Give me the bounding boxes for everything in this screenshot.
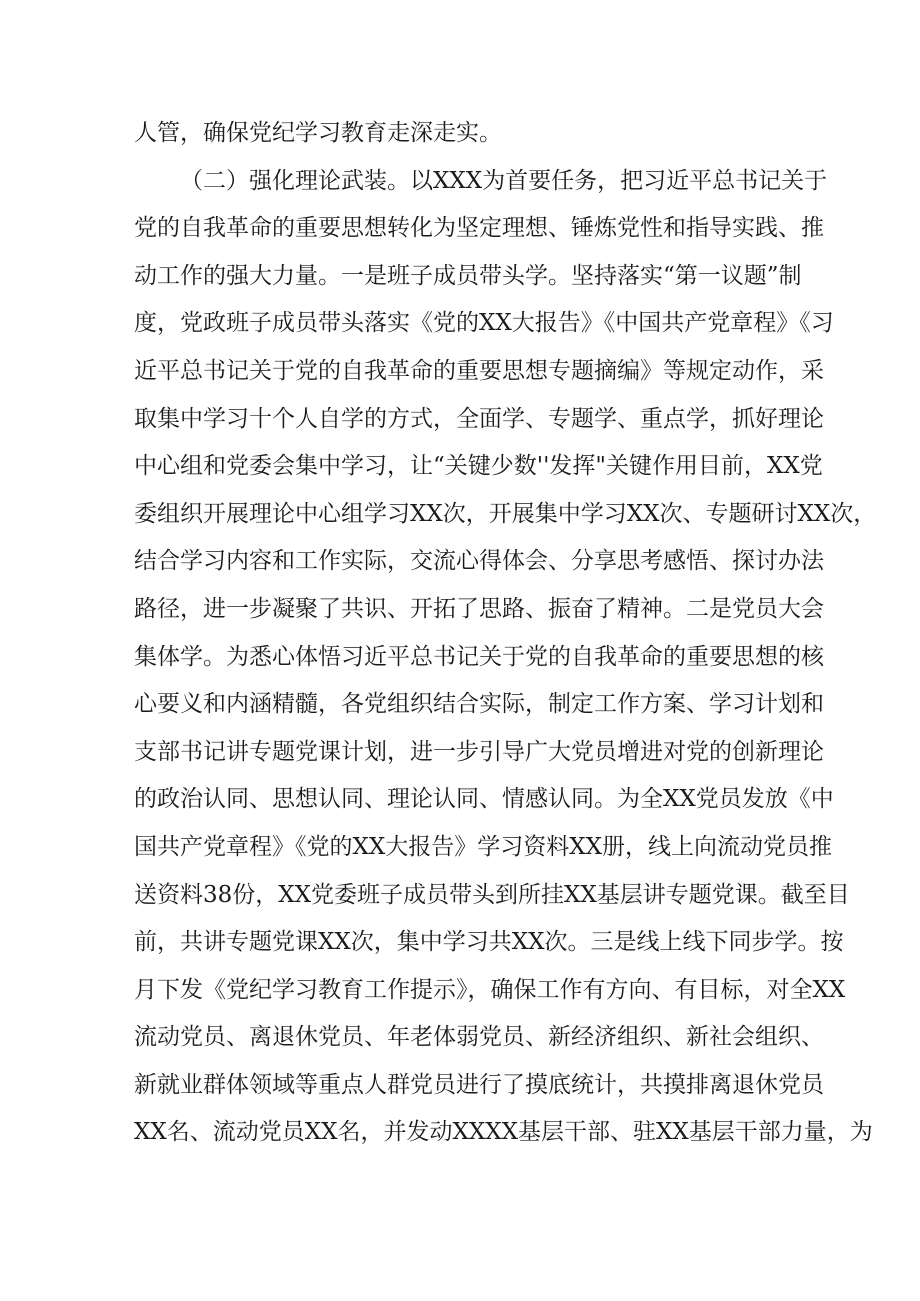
- text-line: 党的自我革命的重要思想转化为坚定理想、锤炼党性和指导实践、推: [134, 215, 824, 242]
- text-line: 国共产党章程》《党的XX大报告》学习资料XX册，线上向流动党员推: [134, 833, 832, 860]
- text-line: 路径，进一步凝聚了共识、开拓了思路、振奋了精神。二是党员大会: [134, 595, 824, 622]
- text-line: 前，共讲专题党课XX次，集中学习共XX次。三是线上线下同步学。按: [134, 929, 844, 956]
- text-line: 度，党政班子成员带头落实《党的XX大报告》《中国共产党章程》《习: [134, 310, 834, 337]
- text-line: 心要义和内涵精髓，各党组织结合实际，制定工作方案、学习计划和: [134, 691, 824, 718]
- text-line: 委组织开展理论中心组学习XX次，开展集中学习XX次、专题研讨XX次，: [134, 500, 877, 527]
- text-line: 动工作的强大力量。一是班子成员带头学。坚持落实“第一议题”制: [134, 262, 802, 289]
- text-line: 中心组和党委会集中学习，让“关键少数''发挥"关键作用目前，XX党: [134, 453, 823, 480]
- text-line: 集体学。为悉心体悟习近平总书记关于党的自我革命的重要思想的核: [134, 643, 824, 670]
- text-line: 月下发《党纪学习教育工作提示》，确保工作有方向、有目标，对全XX: [134, 976, 846, 1003]
- text-line: 结合学习内容和工作实际，交流心得体会、分享思考感悟、探讨办法: [134, 548, 824, 575]
- paragraph-heading-line: （二）强化理论武装。以XXX为首要任务，把习近平总书记关于: [180, 167, 828, 194]
- text-line: 送资料38份，XX党委班子成员带头到所挂XX基层讲专题党课。截至目: [134, 881, 850, 908]
- text-line: 取集中学习十个人自学的方式，全面学、专题学、重点学，抓好理论: [134, 405, 824, 432]
- text-line: 新就业群体领域等重点人群党员进行了摸底统计，共摸排离退休党员: [134, 1071, 824, 1098]
- text-line: 的政治认同、思想认同、理论认同、情感认同。为全XX党员发放《中: [134, 786, 834, 813]
- text-line: 人管，确保党纪学习教育走深走实。: [134, 120, 502, 146]
- text-line: XX名、流动党员XX名，并发动XXXX基层干部、驻XX基层干部力量，为: [134, 1119, 873, 1146]
- text-line: 近平总书记关于党的自我革命的重要思想专题摘编》等规定动作，采: [134, 357, 824, 384]
- text-line: 流动党员、离退休党员、年老体弱党员、新经济组织、新社会组织、: [134, 1024, 824, 1051]
- text-line: 支部书记讲专题党课计划，进一步引导广大党员增进对党的创新理论: [134, 738, 824, 765]
- document-body: [134, 110, 877, 1157]
